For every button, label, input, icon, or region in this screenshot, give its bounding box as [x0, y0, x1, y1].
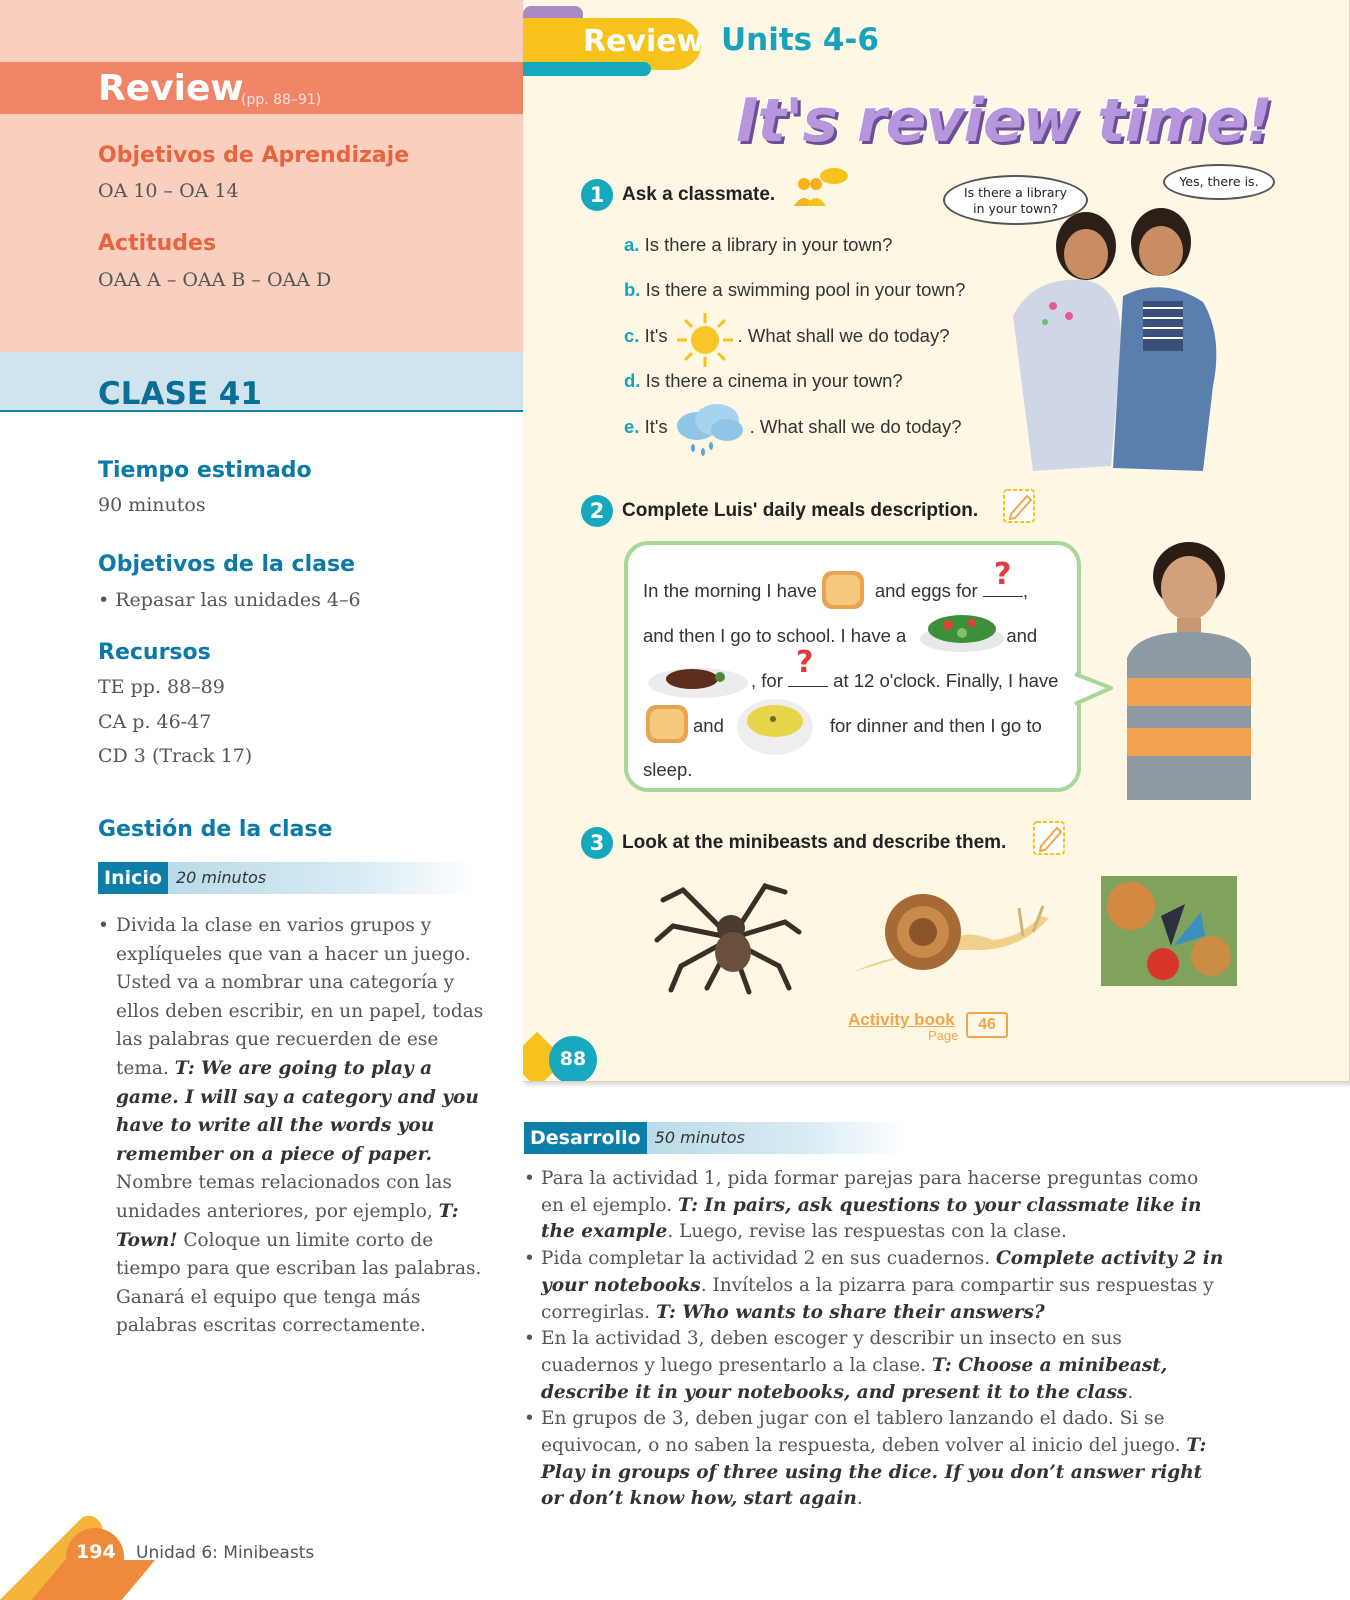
review-title: Review	[98, 68, 244, 109]
question-b: b. Is there a swimming pool in your town?	[624, 279, 966, 300]
footer-unit-label: Unidad 6: Minibeasts	[136, 1543, 315, 1563]
desarrollo-bar	[524, 1122, 908, 1154]
recursos-heading: Recursos	[98, 640, 211, 665]
activity-book-page-label: Page	[928, 1028, 959, 1043]
book-icon	[966, 1012, 1008, 1038]
butterfly-image	[1101, 876, 1237, 990]
activity-book-link[interactable]: Activity book	[848, 1010, 955, 1029]
question-a: a. Is there a library in your town?	[624, 234, 893, 255]
pencil-icon	[1031, 816, 1069, 862]
objetivos-clase-heading: Objetivos de la clase	[98, 552, 355, 577]
meal-line-2: and then I go to school. I have a and	[643, 625, 1038, 646]
book-page-number: 88	[549, 1036, 597, 1082]
meal-line-3: , for at 12 o'clock. Finally, I have	[751, 670, 1059, 691]
classmates-icon	[788, 166, 848, 212]
snail-image	[843, 888, 1053, 992]
toast-image	[820, 567, 866, 615]
list-item: • Pida completar la actividad 2 en sus cuadernos. Complete activity 2 in your notebooks. Invítelos a la pizarra para compartir sus respuestas y corregirlas. T: Who wants to share their answers?	[524, 1248, 1224, 1323]
question-mark-icon: ?	[994, 557, 1012, 592]
activity-1-number: 1	[581, 179, 613, 211]
desarrollo-list	[524, 1166, 1224, 1513]
speech-bubble-answer: Yes, there is.	[1163, 164, 1275, 200]
question-c: c. It's . What shall we do today?	[624, 325, 950, 346]
activity-book-page-number: 46	[978, 1016, 996, 1033]
left-header-panel	[0, 0, 523, 352]
inicio-minutes: 20 minutos	[168, 862, 478, 894]
list-item: • Para la actividad 1, pida formar parejas para hacerse preguntas como en el ejemplo. T: In pairs, ask questions to your classmate like in the example. Luego, revise las respuestas con la clase.	[524, 1168, 1202, 1243]
activity-3-title: Look at the minibeasts and describe them.	[622, 832, 1007, 853]
sun-icon	[673, 311, 737, 373]
activity-3-number: 3	[581, 827, 613, 859]
gestion-heading: Gestión de la clase	[98, 817, 333, 842]
meal-line-1: In the morning I have and eggs for ,	[643, 580, 1028, 601]
recursos-item: CD 3 (Track 17)	[98, 745, 253, 767]
activity-2-title: Complete Luis' daily meals description.	[622, 500, 979, 521]
inicio-paragraph: • Divida la clase en varios grupos y explíqueles que van a hacer un juego. Usted va a nombrar una categoría y ellos deben escribir, en un papel, todas las palabras que recuerden de ese tema. T: We are going to play a game. I will say a category and you have to write all the words you remember on a piece of paper. Nombre temas relacionados con las unidades anteriores, por ejemplo, T: Town! Coloque un limite corto de tiempo para que escriban las palabras. Ganará el equipo que tenga más palabras escritas correctamente.	[98, 915, 484, 1337]
activity-1-title: Ask a classmate.	[622, 184, 776, 205]
textbook-page	[523, 0, 1350, 1082]
soup-image	[735, 695, 815, 761]
question-d: d. Is there a cinema in your town?	[624, 370, 903, 391]
clase-title: CLASE 41	[98, 376, 262, 412]
bread-image	[644, 701, 690, 749]
teal-strip	[523, 62, 651, 76]
meal-line-5: sleep.	[643, 759, 693, 780]
pencil-icon	[1001, 484, 1039, 530]
list-item: • En grupos de 3, deben jugar con el tablero lanzando el dado. Si se equivocan, o no saben la respuesta, deben volver al inicio del juego. T: Play in groups of three using the dice. If you don’t answer right or don’t know how, start again.	[524, 1408, 1207, 1510]
tiempo-value: 90 minutos	[98, 494, 206, 516]
question-e: e. It's . What shall we do today?	[624, 416, 962, 437]
units-label: Units 4-6	[721, 22, 879, 58]
inicio-tag: Inicio	[98, 862, 168, 894]
objetivos-aprendizaje-heading: Objetivos de Aprendizaje	[98, 143, 410, 168]
objetivos-aprendizaje-value: OA 10 – OA 14	[98, 180, 239, 202]
recursos-item: CA p. 46-47	[98, 711, 212, 733]
desarrollo-tag: Desarrollo	[524, 1122, 647, 1154]
speech-bubble-question: Is there a library in your town?	[943, 175, 1088, 225]
desarrollo-minutes: 50 minutos	[647, 1122, 908, 1154]
footer-page-number: 194	[76, 1541, 116, 1563]
actitudes-heading: Actitudes	[98, 231, 217, 256]
actitudes-value: OAA A – OAA B – OAA D	[98, 269, 332, 291]
salad-image	[918, 605, 1006, 659]
review-tab-label: Review	[583, 24, 705, 59]
activity-2-number: 2	[581, 495, 613, 527]
rain-cloud-icon	[671, 398, 749, 466]
speech-tail	[1073, 670, 1113, 714]
inicio-bar	[98, 862, 478, 894]
page-title: It's review time!	[736, 86, 1272, 156]
review-pages: (pp. 88–91)	[241, 92, 322, 108]
tiempo-heading: Tiempo estimado	[98, 458, 312, 483]
recursos-item: TE pp. 88–89	[98, 676, 225, 698]
question-mark-icon: ?	[796, 645, 814, 680]
meal-description-box	[624, 541, 1081, 792]
objetivos-clase-item: • Repasar las unidades 4–6	[98, 589, 361, 611]
list-item: • En la actividad 3, deben escoger y describir un insecto en sus cuadernos y luego presentarlo a la clase. T: Choose a minibeast, describe it in your notebooks, and present it to the class.	[524, 1328, 1168, 1403]
spider-image	[653, 870, 803, 1004]
meal-line-4: and for dinner and then I go to	[693, 715, 1042, 736]
girls-photo	[993, 206, 1243, 485]
boy-photo	[1117, 538, 1267, 804]
